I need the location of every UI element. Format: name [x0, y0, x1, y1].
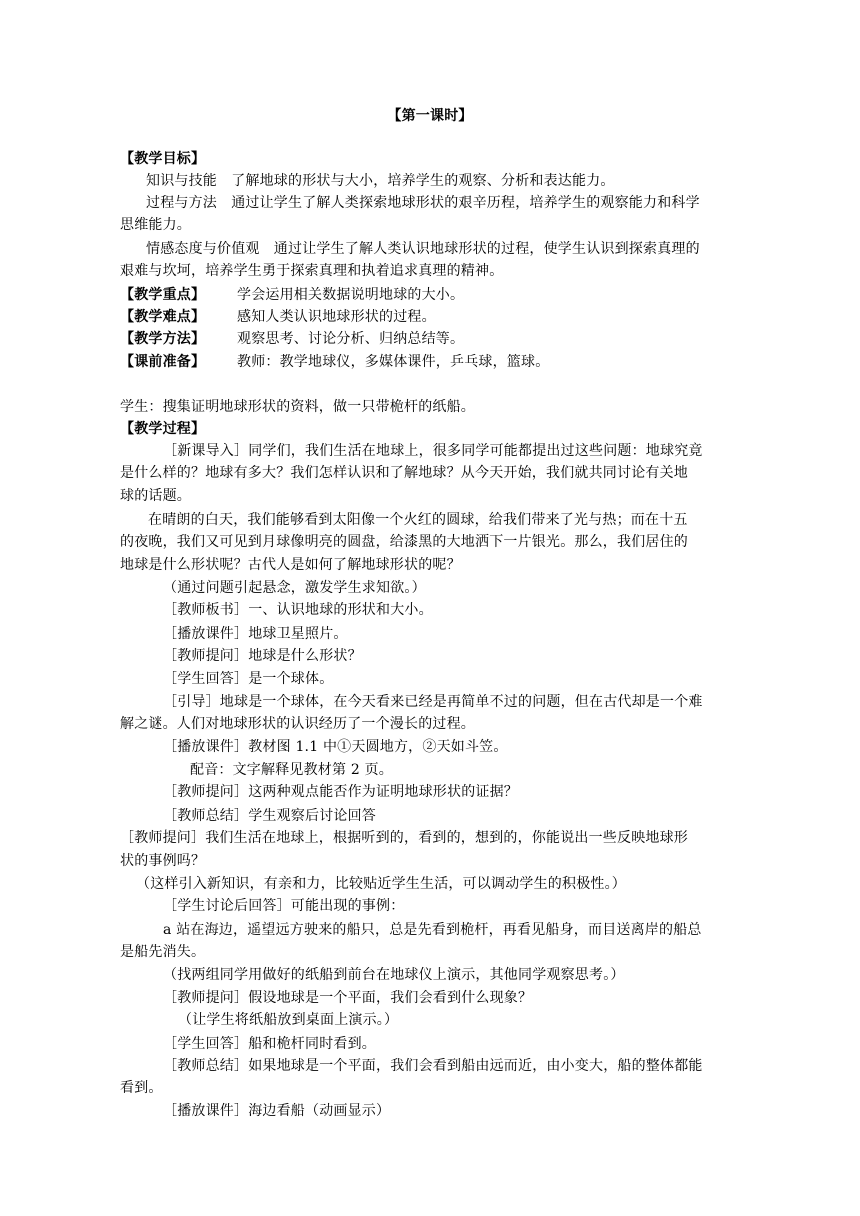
- process-line: a 站在海边，遥望远方驶来的船只，总是先看到桅杆，再看见船身，而目送离岸的船总: [163, 922, 702, 938]
- process-line: 配音：文字解释见教材第 2 页。: [190, 762, 394, 778]
- process-line: ［教师提问］这两种观点能否作为证明地球形状的证据？: [163, 784, 518, 800]
- process-line: ［引导］地球是一个球体，在今天看来已经是再简单不过的问题，但在古代却是一个难: [163, 694, 703, 710]
- objective-process-line-1: 过程与方法 通过让学生了解人类探索地球形状的艰辛历程，培养学生的观察能力和科学: [146, 195, 700, 211]
- preparation-label: 【课前准备】: [120, 354, 206, 370]
- process-line: （让学生将纸船放到桌面上演示。）: [178, 1012, 399, 1028]
- key-point-label: 【教学重点】: [120, 287, 206, 303]
- process-line: 看到。: [120, 1080, 163, 1096]
- student-preparation: 学生：搜集证明地球形状的资料，做一只带桅杆的纸船。: [120, 399, 475, 415]
- page-title: 【第一课时】: [387, 108, 473, 124]
- process-line: ［学生讨论后回答］可能出现的事例：: [163, 898, 405, 914]
- process-line: （找两组同学用做好的纸船到前台在地球仪上演示，其他同学观察思考。）: [163, 967, 625, 983]
- process-line: （通过问题引起悬念，激发学生求知欲。）: [163, 580, 426, 596]
- process-line: （这样引入新知识，有亲和力，比较贴近学生生活，可以调动学生的积极性。）: [136, 876, 626, 892]
- process-line: ［新课导入］同学们，我们生活在地球上，很多同学可能都提出过这些问题：地球究竟: [163, 443, 703, 459]
- process-line: 的夜晚，我们又可见到月球像明亮的圆盘，给漆黑的大地洒下一片银光。那么，我们居住的: [120, 534, 688, 550]
- difficulty-label: 【教学难点】: [120, 309, 206, 325]
- process-line: ［教师提问］地球是什么形状？: [163, 648, 362, 664]
- process-heading: 【教学过程】: [120, 421, 206, 437]
- objectives-heading: 【教学目标】: [120, 151, 206, 167]
- methods-text: 观察思考、讨论分析、归纳总结等。: [237, 331, 465, 347]
- process-line: 是船先消失。: [120, 944, 206, 960]
- process-line: 解之谜。人们对地球形状的认识经历了一个漫长的过程。: [120, 716, 475, 732]
- preparation-text: 教师：教学地球仪，多媒体课件，乒乓球，篮球。: [237, 354, 550, 370]
- process-line: 地球是什么形状呢？古代人是如何了解地球形状的呢？: [120, 557, 461, 573]
- process-line: 是什么样的？地球有多大？我们怎样认识和了解地球？从今天开始，我们就共同讨论有关地: [120, 465, 688, 481]
- objective-attitude-line-2: 艰难与坎坷，培养学生勇于探索真理和执着追求真理的精神。: [120, 263, 504, 279]
- objective-knowledge: 知识与技能 了解地球的形状与大小，培养学生的观察、分析和表达能力。: [146, 173, 615, 189]
- methods-label: 【教学方法】: [120, 331, 206, 347]
- objective-process-line-2: 思维能力。: [120, 217, 191, 233]
- difficulty-text: 感知人类认识地球形状的过程。: [237, 309, 436, 325]
- process-line: ［播放课件］地球卫星照片。: [163, 626, 348, 642]
- process-line: ［教师总结］学生观察后讨论回答: [163, 808, 376, 824]
- process-line: 状的事例吗？: [120, 853, 206, 869]
- process-line: ［教师板书］一、认识地球的形状和大小。: [163, 602, 433, 618]
- process-line: ［播放课件］海边看船（动画显示）: [163, 1103, 391, 1119]
- process-line: ［播放课件］教材图 1.1 中①天圆地方，②天如斗笠。: [163, 739, 508, 755]
- objective-attitude-line-1: 情感态度与价值观 通过让学生了解人类认识地球形状的过程，使学生认识到探索真理的: [146, 241, 700, 257]
- process-line: ［学生回答］是一个球体。: [163, 671, 334, 687]
- process-line: ［学生回答］船和桅杆同时看到。: [163, 1036, 376, 1052]
- process-line: ［教师总结］如果地球是一个平面，我们会看到船由远而近，由小变大，船的整体都能: [163, 1058, 703, 1074]
- process-line: ［教师提问］假设地球是一个平面，我们会看到什么现象？: [163, 990, 533, 1006]
- process-line: 球的话题。: [120, 488, 191, 504]
- process-line: 在晴朗的白天，我们能够看到太阳像一个火红的圆球，给我们带来了光与热；而在十五: [148, 512, 688, 528]
- key-point-text: 学会运用相关数据说明地球的大小。: [237, 287, 465, 303]
- process-line: ［教师提问］我们生活在地球上，根据听到的，看到的，想到的，你能说出一些反映地球形: [120, 830, 688, 846]
